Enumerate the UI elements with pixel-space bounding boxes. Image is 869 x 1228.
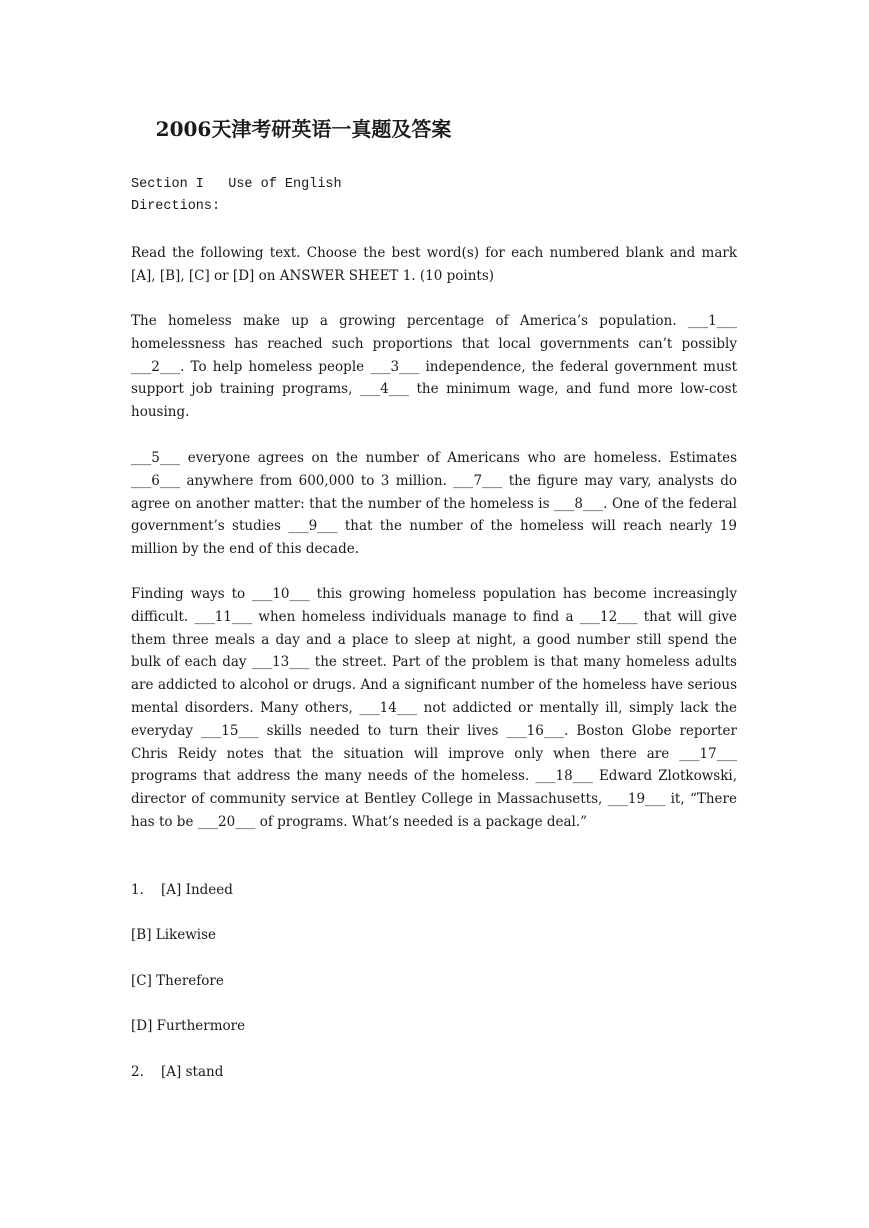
question-2-option-a: 2. [A] stand bbox=[131, 1064, 224, 1080]
directions-label: Directions: bbox=[131, 199, 221, 214]
passage-paragraph-2: ___5___ everyone agrees on the number of Americans who are homeless. Estimates ___6___ anywhere from 600,000 to 3 million. ___7___ the figure may vary, analysts do agree on another matter: that the number of the homeless is ___8___. One of the federal government’s studies ___9___ that the number of the homeless will reach nearly 19 million by the end of this decade. bbox=[131, 450, 737, 558]
question-1-option-a: 1. [A] Indeed bbox=[131, 882, 233, 898]
directions-text: Read the following text. Choose the best word(s) for each numbered blank and mark [A], [B], [C] or [D] on ANSWER SHEET 1. (10 points) bbox=[131, 245, 737, 284]
document-title: 2006天津考研英语一真题及答案 bbox=[155, 117, 452, 141]
question-1-option-b: [B] Likewise bbox=[131, 927, 216, 943]
passage-paragraph-1: The homeless make up a growing percentage of America’s population. ___1___ homelessness has reached such proportions that local governments can’t possibly ___2___. To help homeless people ___3___ independence, the federal government must support job training programs, ___4___ the minimum wage, and fund more low-cost housing. bbox=[131, 313, 737, 421]
section-heading: Section I Use of English bbox=[131, 177, 342, 192]
question-1-option-d: [D] Furthermore bbox=[131, 1018, 246, 1034]
passage-paragraph-3: Finding ways to ___10___ this growing homeless population has become increasingly difficult. ___11___ when homeless individuals manage to find a ___12___ that will give them three meals a day and a place to sleep at night, a good number still spend the bulk of each day ___13___ the street. Part of the problem is that many homeless adults are addicted to alcohol or drugs. And a significant number of the homeless have serious mental disorders. Many others, ___14___ not addicted or mentally ill, simply lack the everyday ___15___ skills needed to turn their lives ___16___. Boston Globe reporter Chris Reidy notes that the situation will improve only when there are ___17___ programs that address the many needs of the homeless. ___18___ Edward Zlotkowski, director of community service at Bentley College in Massachusetts, ___19___ it, “There has to be ___20___ of programs. What’s needed is a package deal.” bbox=[131, 586, 737, 830]
question-1-option-c: [C] Therefore bbox=[131, 973, 224, 989]
